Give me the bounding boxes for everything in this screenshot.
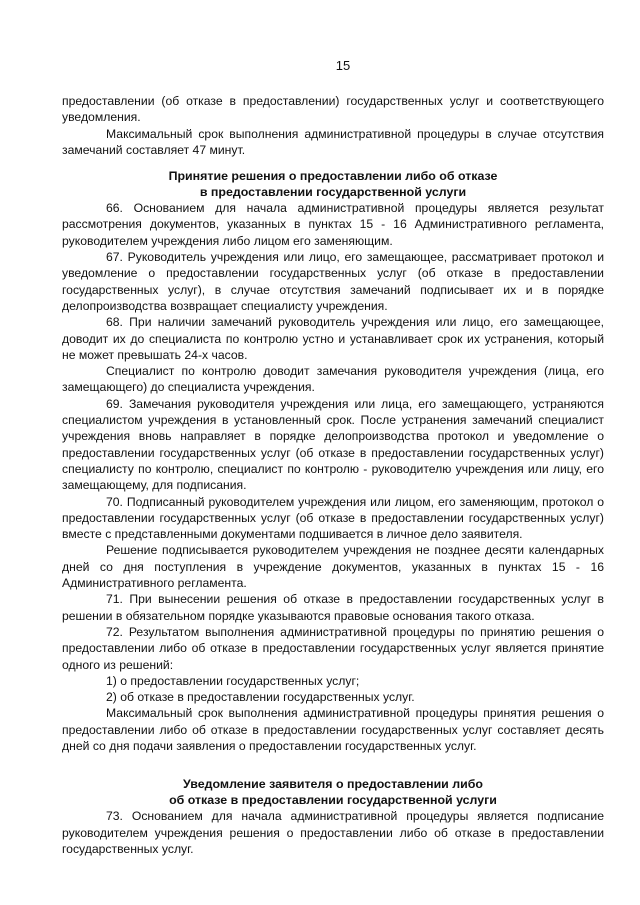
list-item-1: 1) о предоставлении государственных услуг; [106, 673, 360, 688]
section-heading-line-2: в предоставлении государственной услуги [199, 185, 467, 200]
paragraph-decision-signed: Решение подписывается руководителем учреждения не позднее десяти календарных дней со дня поступления в учреждение документов, указанных в пунктах 15 - 16 Административного регламента. [62, 543, 604, 591]
section-heading-notification [62, 776, 604, 808]
paragraph-72: 72. Результатом выполнения административной процедуры по принятию решения о предоставлении либо об отказе в предоставлении государственных услуг является принятие одного из решений: [62, 624, 604, 672]
section-heading-line-1: Уведомление заявителя о предоставлении либо [183, 777, 483, 792]
section-heading-line-1: Принятие решения о предоставлении либо об отказе [168, 169, 498, 184]
paragraph-73: 73. Основанием для начала административной процедуры является подписание руководителем учреждения решения о предоставлении либо об отказе в предоставлении государственных услуг. [62, 809, 604, 856]
paragraph-continuation: предоставлении (об отказе в предоставлении) государственных услуг и соответствующего уведомления. [62, 94, 604, 125]
section-heading-line-2: об отказе в предоставлении государственной услуги [169, 793, 497, 808]
paragraph-68: 68. При наличии замечаний руководитель учреждения или лицо, его замещающее, доводит их до специалиста по контролю устно и устанавливает срок их устранения, который не может превышать 24-х часов. [62, 315, 604, 362]
page-number: 15 [335, 58, 351, 73]
paragraph-69: 69. Замечания руководителя учреждения или лица, его замещающего, устраняются специалистом учреждения в установленный срок. После устранения замечаний специалист учреждения вновь направляет в порядке делопроизводства протокол и уведомление о предоставлении государственных услуг (об отказе в предоставлении государственных услуг) специалисту по контролю, специалист по контролю - руководителю учреждения или лицу, его замещающему, для подписания. [62, 396, 604, 493]
list-item-2: 2) об отказе в предоставлении государственных услуг. [106, 690, 415, 705]
paragraph-max-term: Максимальный срок выполнения административной процедуры в случае отсутствия замечаний составляет 47 минут. [62, 126, 604, 157]
paragraph-70: 70. Подписанный руководителем учреждения или лицом, его заменяющим, протокол о предоставлении государственных услуг (об отказе в предоставлении государственных услуг) вместе с представленными документами подшивается в личное дело заявителя. [62, 494, 604, 542]
paragraph-specialist: Специалист по контролю доводит замечания руководителя учреждения (лица, его замещающего) до специалиста учреждения. [62, 364, 604, 395]
paragraph-max-term-decision: Максимальный срок выполнения административной процедуры принятия решения о предоставлении либо об отказе в предоставлении государственных услуг составляет десять дней со дня подачи заявления о предоставлении государственных услуг. [62, 706, 604, 753]
section-heading-decision [62, 168, 604, 200]
paragraph-67: 67. Руководитель учреждения или лицо, его замещающее, рассматривает протокол и уведомление о предоставлении государственных услуг (об отказе в предоставлении государственных услуг), в случае отсутствия замечаний подписывает их и в порядке делопроизводства возвращает специалисту учреждения. [62, 250, 604, 313]
paragraph-71: 71. При вынесении решения об отказе в предоставлении государственных услуг в решении в обязательном порядке указываются правовые основания такого отказа. [62, 592, 604, 623]
paragraph-66: 66. Основанием для начала административной процедуры является результат рассмотрения документов, указанных в пунктах 15 - 16 Административного регламента, руководителем учреждения либо лицом его заменяющим. [62, 201, 604, 248]
